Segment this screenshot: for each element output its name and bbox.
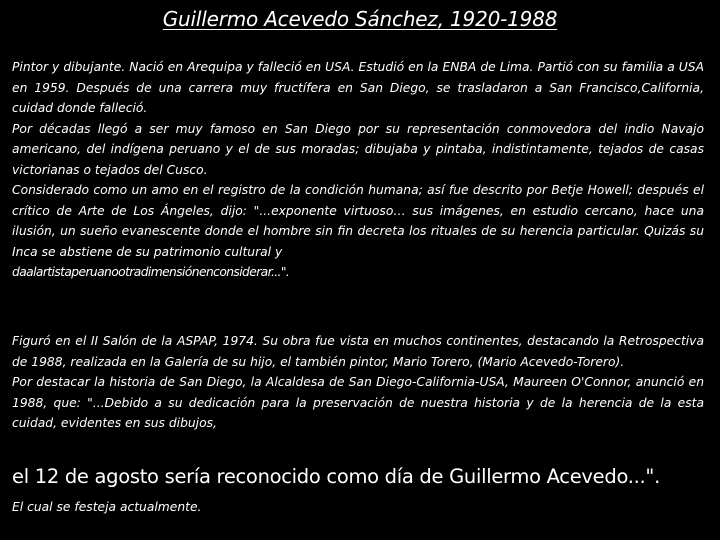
closing-note: El cual se festeja actualmente. — [12, 500, 202, 514]
paragraph-critic-quote-end: daalartistaperuanootradimensiónenconsiderar...". — [12, 265, 290, 279]
paragraph-fame: Por décadas llegó a ser muy famoso en San Diego por su representación conmovedora del indio Navajo americano, del indígena peruano y el de sus moradas; dibujaba y pintaba, indistintamente, tejados de casas victorianas o tejados del Cusco. — [12, 121, 704, 177]
page-title: Guillermo Acevedo Sánchez, 1920-1988 — [162, 7, 558, 31]
paragraph-retrospective: Figuró en el II Salón de la ASPAP, 1974. Su obra fue vista en muchos continentes, destacando la Retrospectiva de 1988, realizada en la Galería de su hijo, el también pintor, Mario Torero, (Mario Acevedo-Torero). — [12, 334, 704, 369]
biography-block-1 — [12, 57, 704, 283]
biography-block-2 — [12, 331, 704, 434]
paragraph-critic-quote: Considerado como un amo en el registro de la condición humana; así fue descrito por Betje Howell; después el crítico de Arte de Los Ángeles, dijo: "...exponente virtuoso… sus imágenes, en estudio cercano, hace una ilusión, un sueño evanescente donde el hombre sin fin decreta los rituales de su herencia particular. Quizás su Inca se abstiene de su patrimonio cultural y — [12, 183, 704, 259]
closing-quote-large: el 12 de agosto sería reconocido como día de Guillermo Acevedo...". — [12, 465, 660, 488]
paragraph-intro: Pintor y dibujante. Nació en Arequipa y falleció en USA. Estudió en la ENBA de Lima. Partió con su familia a USA en 1959. Después de una carrera muy fructífera en San Diego, se trasladaron a San Francisco,California, cuidad donde falleció. — [12, 60, 704, 115]
paragraph-mayor-announcement: Por destacar la historia de San Diego, la Alcaldesa de San Diego-California-USA, Maureen O'Connor, anunció en 1988, que: "...Debido a su dedicación para la preservación de nuestra historia y de la herencia de la esta cuidad, evidentes en sus dibujos, — [12, 375, 704, 430]
